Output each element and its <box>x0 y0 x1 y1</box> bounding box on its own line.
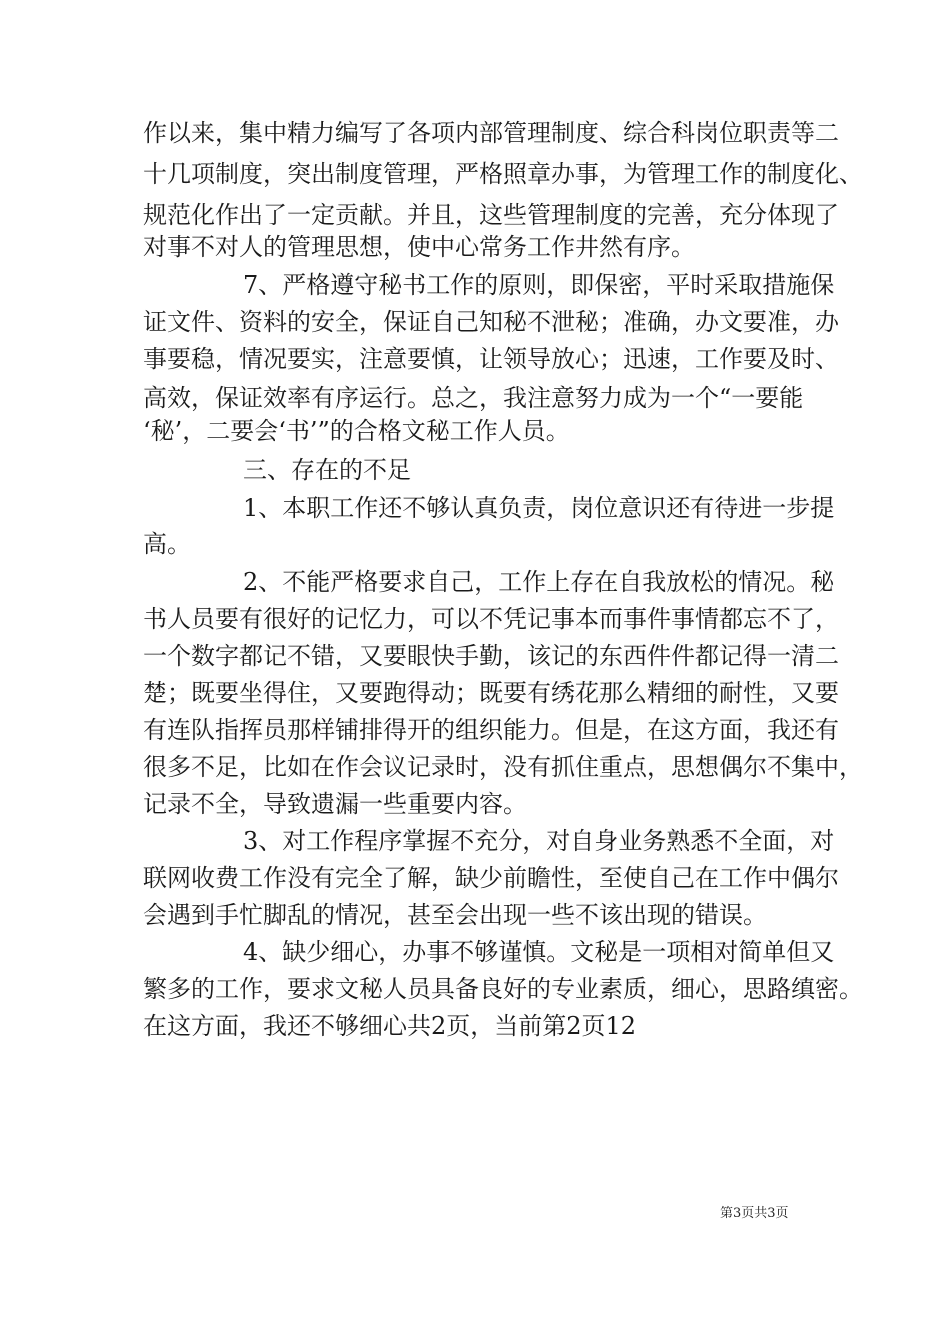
body-line: 书人员要有很好的记忆力，可以不凭记事本而事件事情都忘不了， <box>143 605 839 633</box>
body-line: 4、缺少细心，办事不够谨慎。文秘是一项相对简单但又 <box>243 938 835 966</box>
body-line: 高。 <box>143 530 191 558</box>
body-line: 作以来，集中精力编写了各项内部管理制度、综合科岗位职责等二 <box>143 119 839 147</box>
page-footer: 第3页共3页 <box>720 1206 789 1221</box>
body-line: 在这方面，我还不够细心共2页，当前第2页12 <box>143 1012 637 1040</box>
body-line: 2、不能严格要求自己，工作上存在自我放松的情况。秘 <box>243 568 835 596</box>
body-line: 7、严格遵守秘书工作的原则，即保密，平时采取措施保 <box>243 271 835 299</box>
body-line: 一个数字都记不错，又要眼快手勤，该记的东西件件都记得一清二 <box>143 642 839 670</box>
body-line: 楚；既要坐得住，又要跑得动；既要有绣花那么精细的耐性，又要 <box>143 679 839 707</box>
body-line: 1、本职工作还不够认真负责，岗位意识还有待进一步提 <box>243 494 835 522</box>
body-line: 联网收费工作没有完全了解，缺少前瞻性，至使自己在工作中偶尔 <box>143 864 839 892</box>
body-line: 有连队指挥员那样铺排得开的组织能力。但是，在这方面，我还有 <box>143 716 839 744</box>
body-line: 高效，保证效率有序运行。总之，我注意努力成为一个“一要能 <box>143 384 804 412</box>
body-line: 规范化作出了一定贡献。并且，这些管理制度的完善，充分体现了 <box>143 201 839 229</box>
body-line: 十几项制度，突出制度管理，严格照章办事，为管理工作的制度化、 <box>143 160 863 188</box>
body-line: 对事不对人的管理思想，使中心常务工作井然有序。 <box>143 233 695 261</box>
body-line: 繁多的工作，要求文秘人员具备良好的专业素质，细心，思路缜密。 <box>143 975 863 1003</box>
body-line: 记录不全，导致遗漏一些重要内容。 <box>143 790 527 818</box>
body-line: 会遇到手忙脚乱的情况，甚至会出现一些不该出现的错误。 <box>143 901 767 929</box>
body-line: 证文件、资料的安全，保证自己知秘不泄秘；准确，办文要准，办 <box>143 308 839 336</box>
body-line: 3、对工作程序掌握不充分，对自身业务熟悉不全面，对 <box>243 827 835 855</box>
body-line: 事要稳，情况要实，注意要慎，让领导放心；迅速，工作要及时、 <box>143 345 839 373</box>
body-line: 很多不足，比如在作会议记录时，没有抓住重点，思想偶尔不集中， <box>143 753 863 781</box>
body-line: ‘秘’，二要会‘书’”的合格文秘工作人员。 <box>143 417 570 445</box>
section-heading: 三、存在的不足 <box>243 456 411 484</box>
